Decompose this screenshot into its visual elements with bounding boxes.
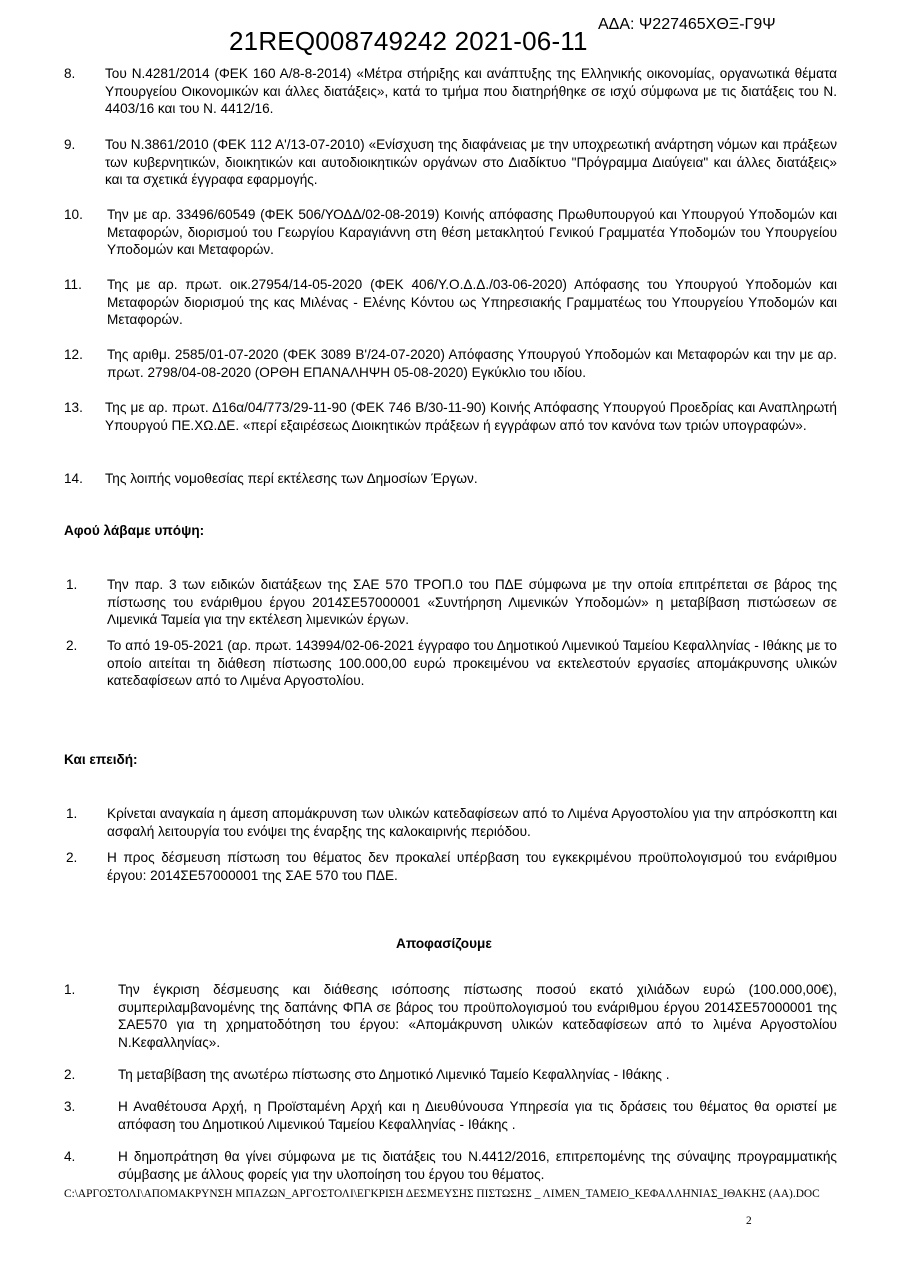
list-item-number: 2. xyxy=(66,850,78,865)
list-item-number: 4. xyxy=(64,1149,76,1164)
document-file-path: C:\ΑΡΓΟΣΤΟΛΙ\ΑΠΟΜΑΚΡΥΝΣΗ ΜΠΑΖΩΝ_ΑΡΓΟΣΤΟΛΙ\ΕΓΚΡΙΣΗ ΔΕΣΜΕΥΣΗΣ ΠΙΣΤΩΣΗΣ _ ΛΙΜΕΝ_ΤΑΜΕΙΟ_ΚΕΦΑΛΛΗΝΙΑΣ_ΙΘΑΚΗΣ (ΑΑ).DOC xyxy=(64,1188,820,1200)
list-item-text: Της αριθμ. 2585/01-07-2020 (ΦΕΚ 3089 Β'/24-07-2020) Απόφασης Υπουργού Υποδομών και Μεταφορών και την με αρ. πρωτ. 2798/04-08-2020 (ΟΡΘΗ ΕΠΑΝΑΛΗΨΗ 05-08-2020) Εγκύκλιο του ιδίου. xyxy=(107,347,837,380)
list-item-text: Η Αναθέτουσα Αρχή, η Προϊσταμένη Αρχή και η Διευθύνουσα Υπηρεσία για τις δράσεις του θέματος θα οριστεί με απόφαση του Δημοτικού Λιμενικού Ταμείου Κεφαλληνίας - Ιθάκης . xyxy=(118,1099,837,1132)
section-heading-whereas: Και επειδή: xyxy=(64,752,138,767)
document-header-code: 21REQ008749242 2021-06-11 xyxy=(229,26,588,56)
list-item-number: 2. xyxy=(66,638,78,653)
list-item-text: Του Ν.4281/2014 (ΦΕΚ 160 Α/8-8-2014) «Μέτρα στήριξης και ανάπτυξης της Ελληνικής οικονομίας, οργανωτικά θέματα Υπουργείου Οικονομικών και άλλες διατάξεις», κατά το τμήμα που διατηρήθηκε σε ισχύ σύμφωνα με τις διατάξεις του Ν. 4403/16 και του Ν. 4412/16. xyxy=(105,66,837,117)
list-item-number: 11. xyxy=(64,277,82,292)
list-item-text: Την παρ. 3 των ειδικών διατάξεων της ΣΑΕ 570 ΤΡΟΠ.0 του ΠΔΕ σύμφωνα με την οποία επιτρέπεται σε βάρος της πίστωσης του ενάριθμου έργου 2014ΣΕ57000001 «Συντήρηση Λιμενικών Υποδομών» η μεταβίβαση πιστώσεων σε Λιμενικά Ταμεία για την εκτέλεση λιμενικών έργων. xyxy=(107,577,837,628)
list-item-text: Την με αρ. 33496/60549 (ΦΕΚ 506/ΥΟΔΔ/02-08-2019) Κοινής απόφασης Πρωθυπουργού και Υπουργού Υποδομών και Μεταφορών, διορισμού του Γεωργίου Καραγιάννη στη θέση μετακλητού Γενικού Γραμματέα Υποδομών του Υπουργείου Υποδομών και Μεταφορών. xyxy=(107,207,837,258)
list-item-number: 14. xyxy=(64,471,83,486)
list-item-number: 13. xyxy=(64,400,83,415)
list-item-number: 10. xyxy=(64,207,83,222)
list-item-text: Του Ν.3861/2010 (ΦΕΚ 112 Α'/13-07-2010) «Ενίσχυση της διαφάνειας με την υποχρεωτική ανάρτηση νόμων και πράξεων των κυβερνητικών, διοικητικών και αυτοδιοικητικών οργάνων στο Διαδίκτυο "Πρόγραμμα Διαύγεια" και άλλες διατάξεις» και τα σχετικά έγγραφα εφαρμογής. xyxy=(105,137,837,188)
list-item-number: 1. xyxy=(66,577,78,592)
list-item-text: Το από 19-05-2021 (αρ. πρωτ. 143994/02-06-2021 έγγραφο του Δημοτικού Λιμενικού Ταμείου Κεφαλληνίας - Ιθάκης με το οποίο αιτείται τη διάθεση πίστωσης 100.000,00 ευρώ προκειμένου να εκτελεστούν εργασίες απομάκρυνσης υλικών κατεδαφίσεων από το Λιμένα Αργοστολίου. xyxy=(107,638,837,689)
section-heading-considering: Αφού λάβαμε υπόψη: xyxy=(64,523,205,538)
list-item-number: 8. xyxy=(64,66,76,81)
list-item-text: Η προς δέσμευση πίστωση του θέματος δεν προκαλεί υπέρβαση του εγκεκριμένου προϋπολογισμού του ενάριθμου έργου: 2014ΣΕ57000001 της ΣΑΕ 570 του ΠΔΕ. xyxy=(107,850,837,883)
list-item-number: 1. xyxy=(64,982,76,997)
document-ada-code: ΑΔΑ: Ψ227465ΧΘΞ-Γ9Ψ xyxy=(598,16,776,33)
section-heading-decide: Αποφασίζουμε xyxy=(396,936,492,951)
page-number: 2 xyxy=(746,1215,752,1227)
list-item-number: 1. xyxy=(66,806,78,821)
list-item-text: Της με αρ. πρωτ. οικ.27954/14-05-2020 (ΦΕΚ 406/Υ.Ο.Δ.Δ./03-06-2020) Απόφασης του Υπουργού Υποδομών και Μεταφορών διορισμού της κας Μιλένας - Ελένης Κόντου ως Υπηρεσιακής Γραμματέως του Υπουργείου Υποδομών και Μεταφορών. xyxy=(107,277,837,328)
list-item-number: 9. xyxy=(64,137,76,152)
list-item-text: Η δημοπράτηση θα γίνει σύμφωνα με τις διατάξεις του Ν.4412/2016, επιτρεπομένης της σύναψης προγραμματικής σύμβασης με άλλους φορείς για την υλοποίηση του έργου του θέματος. xyxy=(118,1149,837,1182)
list-item-text: Τη μεταβίβαση της ανωτέρω πίστωσης στο Δημοτικό Λιμενικό Ταμείο Κεφαλληνίας - Ιθάκης . xyxy=(118,1067,670,1082)
list-item-text: Της λοιπής νομοθεσίας περί εκτέλεσης των Δημοσίων Έργων. xyxy=(105,471,478,486)
list-item-text: Κρίνεται αναγκαία η άμεση απομάκρυνση των υλικών κατεδαφίσεων από το Λιμένα Αργοστολίου για την απρόσκοπτη και ασφαλή λειτουργία του ενόψει της έναρξης της καλοκαιρινής περιόδου. xyxy=(107,806,837,839)
list-item-number: 2. xyxy=(64,1067,76,1082)
list-item-number: 3. xyxy=(64,1099,76,1114)
list-item-number: 12. xyxy=(64,347,83,362)
list-item-text: Της με αρ. πρωτ. Δ16α/04/773/29-11-90 (ΦΕΚ 746 Β/30-11-90) Κοινής Απόφασης Υπουργού Προεδρίας και Αναπληρωτή Υπουργού ΠΕ.ΧΩ.ΔΕ. «περί εξαιρέσεως Διοικητικών πράξεων ή εγγράφων από τον κανόνα των τριών υπογραφών». xyxy=(105,400,837,433)
list-item-text: Την έγκριση δέσμευσης και διάθεσης ισόποσης πίστωσης ποσού εκατό χιλιάδων ευρώ (100.000,00€), συμπεριλαμβανομένης της δαπάνης ΦΠΑ σε βάρος του προϋπολογισμού του ενάριθμου έργου 2014ΣΕ57000001 της ΣΑΕ570 για τη χρηματοδότηση του έργου: «Απομάκρυνση υλικών κατεδαφίσεων από το λιμένα Αργοστολίου Ν.Κεφαλληνίας». xyxy=(118,982,837,1050)
